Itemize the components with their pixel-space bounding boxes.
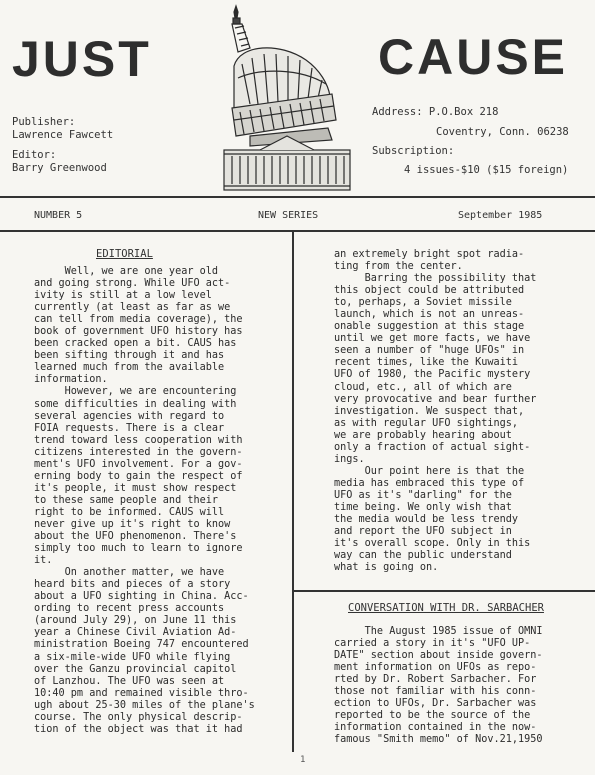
text-line: ment information on UFOs as repo- [334,662,537,674]
editor-label: Editor: [12,149,57,161]
text-line: we are probably hearing about [334,429,512,441]
text-line: ection to UFOs, Dr. Sarbacher was [334,698,537,710]
text-line: tion of the object was that it had [34,723,243,735]
text-line: only a fraction of actual sight- [334,441,531,453]
text-line: and report the UFO subject in [334,526,512,538]
text-line: famous "Smith memo" of Nov.21,1950 [334,734,543,746]
editorial-body [34,266,284,736]
text-line: reported to be the source of the [334,710,531,722]
text-line: erning body to gain the respect of [34,470,243,482]
text-line: seen a number of "huge UFOs" in [334,345,525,357]
editorial-heading: EDITORIAL [96,248,153,260]
text-line: media has embraced this type of [334,477,525,489]
issue-number: NUMBER 5 [34,210,83,221]
text-line: it's people, it must show respect [34,482,237,494]
editor-name: Barry Greenwood [12,162,107,174]
text-line: what is going on. [334,562,439,574]
text-line: FOIA requests. There is a clear [34,422,225,434]
text-line: the media would be less trendy [334,514,519,526]
text-line: those not familiar with his conn- [334,686,537,698]
capitol-dome-illustration [220,4,355,194]
text-line: onable suggestion at this stage [334,321,525,333]
text-line: can tell from media coverage), the [34,314,243,326]
text-line: launch, which is not an unreas- [334,309,525,321]
text-line: some difficulties in dealing with [34,398,237,410]
text-line: rted by Dr. Robert Sarbacher. For [334,674,537,686]
column-divider [292,232,294,752]
text-line: UFO as it's "darling" for the [334,489,512,501]
text-line: investigation. We suspect that, [334,405,525,417]
text-line: Our point here is that the [334,465,525,477]
text-line: learned much from the available [34,362,225,374]
text-line: ministration Boeing 747 encountered [34,639,249,651]
text-line: UFO of 1980, the Pacific mystery [334,369,531,381]
text-line: ings. [334,453,365,465]
subscription-label: Subscription: [372,145,455,157]
text-line: been sifting through it and has [34,350,225,362]
text-line: ting from the center. [334,261,463,273]
issue-bar-rule [0,230,595,232]
text-line: citizens interested in the govern- [34,446,243,458]
text-line: year a Chinese Civil Aviation Ad- [34,627,237,639]
text-line: never give up it's right to know [34,518,231,530]
text-line: until we get more facts, we have [334,333,531,345]
text-line: right to be informed. CAUS will [34,506,225,518]
right-column-body [334,249,592,574]
text-line: it's overall scope. Only in this [334,538,531,550]
text-line: been cracked open a bit. CAUS has [34,338,237,350]
conversation-body [334,626,592,746]
text-line: DATE" section about inside govern- [334,650,543,662]
address-line1: Address: P.O.Box 218 [372,106,499,118]
text-line: ment's UFO involvement. For a gov- [34,458,243,470]
issue-date: September 1985 [458,210,543,221]
text-line: an extremely bright spot radia- [334,249,525,260]
text-line: a six-mile-wide UFO while flying [34,651,231,663]
text-line: about a UFO sighting in China. Acc- [34,591,249,603]
text-line: currently (at least as far as we [34,302,231,314]
text-line: way can the public understand [334,550,512,562]
masthead-left: JUST [12,31,152,87]
text-line: However, we are encountering [34,386,237,398]
issue-series: NEW SERIES [258,210,319,221]
page-number: 1 [300,755,306,765]
address-line2: Coventry, Conn. 06238 [436,126,569,138]
text-line: On another matter, we have [34,567,225,579]
text-line: several agencies with regard to [34,410,225,422]
text-line: (around July 29), on June 11 this [34,615,237,627]
text-line: very provocative and bear further [334,393,537,405]
text-line: and going strong. While UFO act- [34,278,231,290]
section-divider [294,590,595,592]
masthead-right: CAUSE [378,29,569,85]
text-line: book of government UFO history has [34,326,243,338]
text-line: ivity is still at a low level [34,290,212,302]
text-line: information contained in the now- [334,722,537,734]
text-line: simply too much to learn to ignore [34,543,243,555]
text-line: it. [34,555,53,567]
text-line: ugh about 25-30 miles of the plane's [34,699,255,711]
publisher-label: Publisher: [12,116,76,128]
text-line: to, perhaps, a Soviet missile [334,297,512,309]
text-line: over the Ganzu provincial capitol [34,663,237,675]
text-line: information. [34,374,108,386]
text-line: heard bits and pieces of a story [34,579,231,591]
text-line: this object could be attributed [334,285,525,297]
text-line: Barring the possibility that [334,273,537,285]
text-line: trend toward less cooperation with [34,434,243,446]
text-line: about the UFO phenomenon. There's [34,531,237,543]
text-line: 10:40 pm and remained visible thro- [34,687,249,699]
text-line: course. The only physical descrip- [34,711,243,723]
text-line: to these same people and their [34,494,219,506]
text-line: of Lanzhou. The UFO was seen at [34,675,225,687]
text-line: The August 1985 issue of OMNI [334,626,543,637]
text-line: Well, we are one year old [34,266,219,277]
conversation-heading: CONVERSATION WITH DR. SARBACHER [348,602,544,614]
text-line: ording to recent press accounts [34,603,225,615]
top-rule [0,196,595,198]
subscription-value: 4 issues-$10 ($15 foreign) [404,164,569,176]
publisher-name: Lawrence Fawcett [12,129,114,141]
text-line: recent times, like the Kuwaiti [334,357,519,369]
text-line: time being. We only wish that [334,501,512,513]
text-line: carried a story in it's "UFO UP- [334,638,531,650]
text-line: as with regular UFO sightings, [334,417,519,429]
text-line: cloud, etc., all of which are [334,381,512,393]
